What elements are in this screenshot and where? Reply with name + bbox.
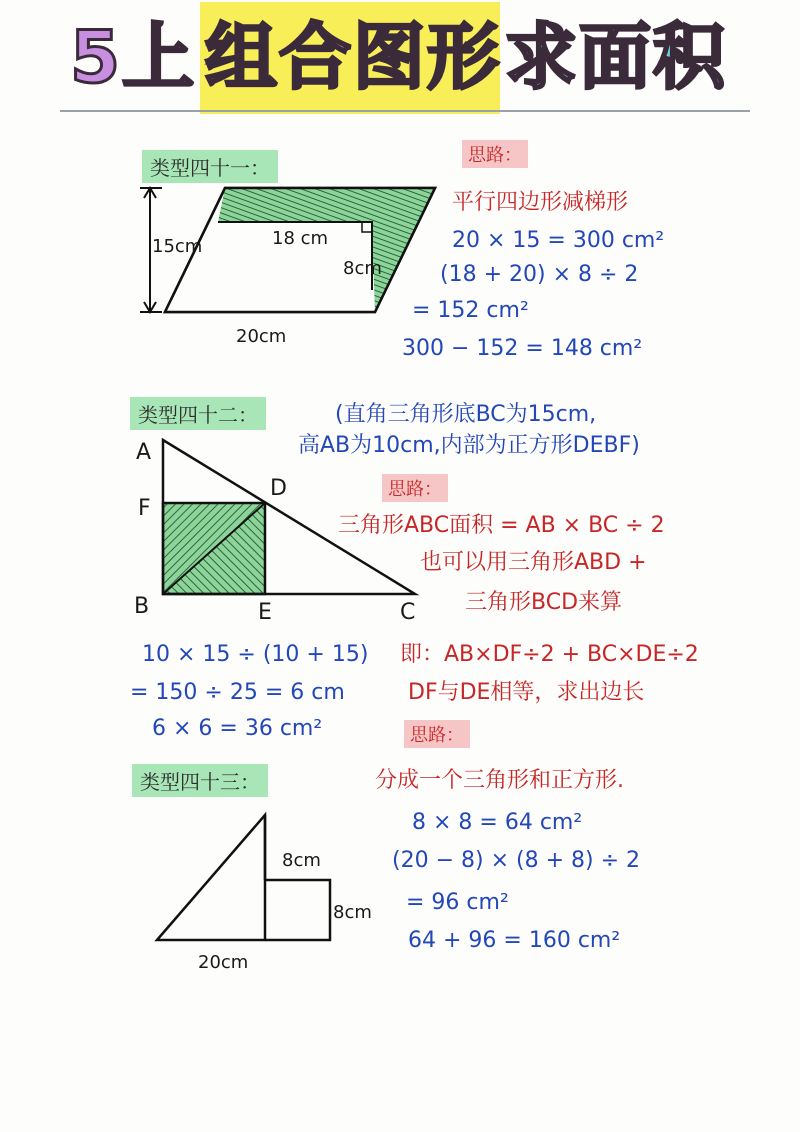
dim-43-top: 8cm [282,850,321,871]
point-E: E [258,600,272,625]
dim-41-side: 8cm [343,258,382,279]
calc-42-1: 10 × 15 ÷ (10 + 15) [142,642,369,667]
calc-42-3: 6 × 6 = 36 cm² [152,716,323,741]
type-43-label: 类型四十三： [132,764,268,797]
calc-41-1: 20 × 15 = 300 cm² [452,228,665,253]
point-D: D [270,476,287,501]
desc-42-1: (直角三角形底BC为15cm, [335,402,597,427]
dim-41-top: 18 cm [272,228,329,249]
idea-42-4: 即：AB×DF÷2 + BC×DE÷2 [400,642,699,667]
desc-42-2: 高AB为10cm,内部为正方形DEBF) [298,433,640,458]
dim-43-side: 8cm [333,902,372,923]
point-F: F [138,496,151,521]
square [265,880,330,940]
idea-43: 分成一个三角形和正方形. [375,768,624,793]
dim-41-base: 20cm [236,326,287,347]
idea-42-2: 也可以用三角形ABD + [420,550,647,575]
calc-43-4: 64 + 96 = 160 cm² [408,928,621,953]
title-part-topic: 组合图形 [205,15,502,99]
idea-42-1: 三角形ABC面积 = AB × BC ÷ 2 [338,513,665,538]
title-part-task: 求面积 [505,15,728,99]
title-part-grade: 5上 [70,15,197,99]
point-A: A [136,440,152,465]
calc-42-2: = 150 ÷ 25 = 6 cm [130,680,345,705]
diagram-43 [157,815,330,940]
type-42-label: 类型四十二： [130,397,266,430]
calc-41-2: (18 + 20) × 8 ÷ 2 [440,262,639,287]
idea-42-5: DF与DE相等，求出边长 [408,680,645,705]
calc-41-3: = 152 cm² [412,298,529,323]
calc-43-1: 8 × 8 = 64 cm² [412,810,583,835]
point-B: B [134,594,150,619]
idea-42-3: 三角形BCD来算 [465,590,623,615]
triangle [157,815,265,940]
idea-41: 平行四边形减梯形 [452,190,629,215]
calc-43-2: (20 − 8) × (8 + 8) ÷ 2 [392,848,640,873]
dim-41-height: 15cm [152,236,203,257]
type-41-label: 类型四十一： [142,150,278,183]
calc-41-4: 300 − 152 = 148 cm² [402,336,643,361]
calc-43-3: = 96 cm² [406,890,509,915]
think-label-42: 思路： [382,474,448,502]
dim-43-base: 20cm [198,952,249,973]
think-label-41: 思路： [462,140,528,168]
think-label-43: 思路： [404,720,470,748]
point-C: C [400,600,416,625]
